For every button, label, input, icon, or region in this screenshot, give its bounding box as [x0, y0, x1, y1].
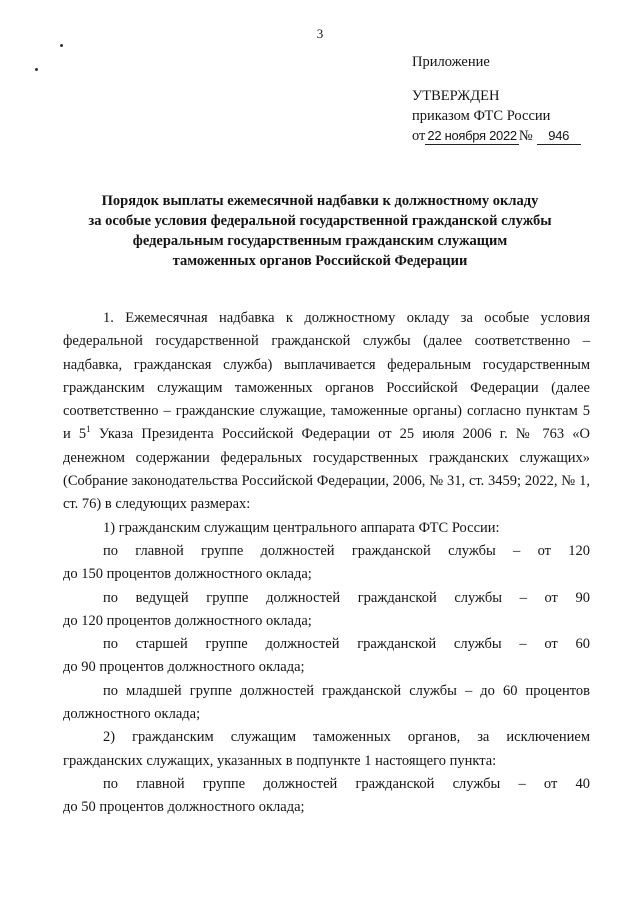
footnote-superscript: 1	[86, 424, 91, 435]
title-line: за особые условия федеральной государственной гражданской службы	[88, 213, 552, 229]
paragraph-1: 1. Ежемесячная надбавка к должностному окладу за особые условия федеральной государственной гражданской службы (далее соответственно – надбавка, гражданская служба) выплачивается федеральным государственным гражданским служащим таможенных органов Российской Федерации (далее соответственно – гражданские служащие, таможенные органы) согласно пунктам 5 и $5^1$ Указа Президента Российской Федерации от 25 июля 2006 г. № 763 «О денежном содержании федеральных государственных гражданских служащих» (Собрание законодательства Российской Федерации, 2006, № 31, ст. 3459; 2022, № 1, ст. 76) в следующих размерах:	[63, 310, 590, 513]
order-label: приказом ФТС России	[412, 108, 551, 124]
subparagraph-1-heading: 1) гражданским служащим центрального аппарата ФТС России:	[103, 519, 500, 536]
list-item-line: до 120 процентов должностного оклада;	[63, 612, 312, 629]
list-item-line: по ведущей группе должностей гражданской службы – от 90	[103, 589, 590, 606]
list-item-line: по старшей группе должностей гражданской службы – от 60	[103, 636, 590, 653]
document-body	[63, 307, 590, 820]
order-date-number	[412, 126, 581, 146]
approved-label: УТВЕРЖДЕН	[412, 88, 500, 104]
scan-speck	[35, 68, 38, 71]
subparagraph-2-heading: 2) гражданским служащим таможенных органов, за исключением гражданских служащих, указанных в подпункте 1 настоящего пункта:	[63, 729, 590, 769]
scan-speck	[60, 44, 63, 47]
list-item-line: по главной группе должностей гражданской службы – от 40	[103, 775, 590, 792]
title-line: Порядок выплаты ежемесячной надбавки к должностному окладу	[101, 193, 539, 209]
page-number: 3	[316, 26, 324, 41]
list-item: по младшей группе должностей гражданской службы – до 60 процентов должностного оклада;	[63, 682, 590, 723]
list-item-line: до 150 процентов должностного оклада;	[63, 566, 312, 583]
number-prefix: №	[518, 128, 533, 144]
handwritten-order-number: 946	[537, 128, 581, 145]
title-line: федеральным государственным гражданским служащим	[132, 233, 508, 249]
list-item-line: до 90 процентов должностного оклада;	[63, 659, 305, 676]
appendix-label: Приложение	[412, 54, 490, 70]
document-title	[70, 191, 570, 271]
handwritten-date: 22 ноября 2022	[427, 128, 517, 143]
list-item-line: по главной группе должностей гражданской службы – от 120	[103, 542, 590, 559]
from-prefix: от	[412, 128, 426, 144]
title-line: таможенных органов Российской Федерации	[172, 253, 468, 269]
list-item-line: до 50 процентов должностного оклада;	[63, 799, 305, 816]
approval-block	[412, 52, 581, 146]
